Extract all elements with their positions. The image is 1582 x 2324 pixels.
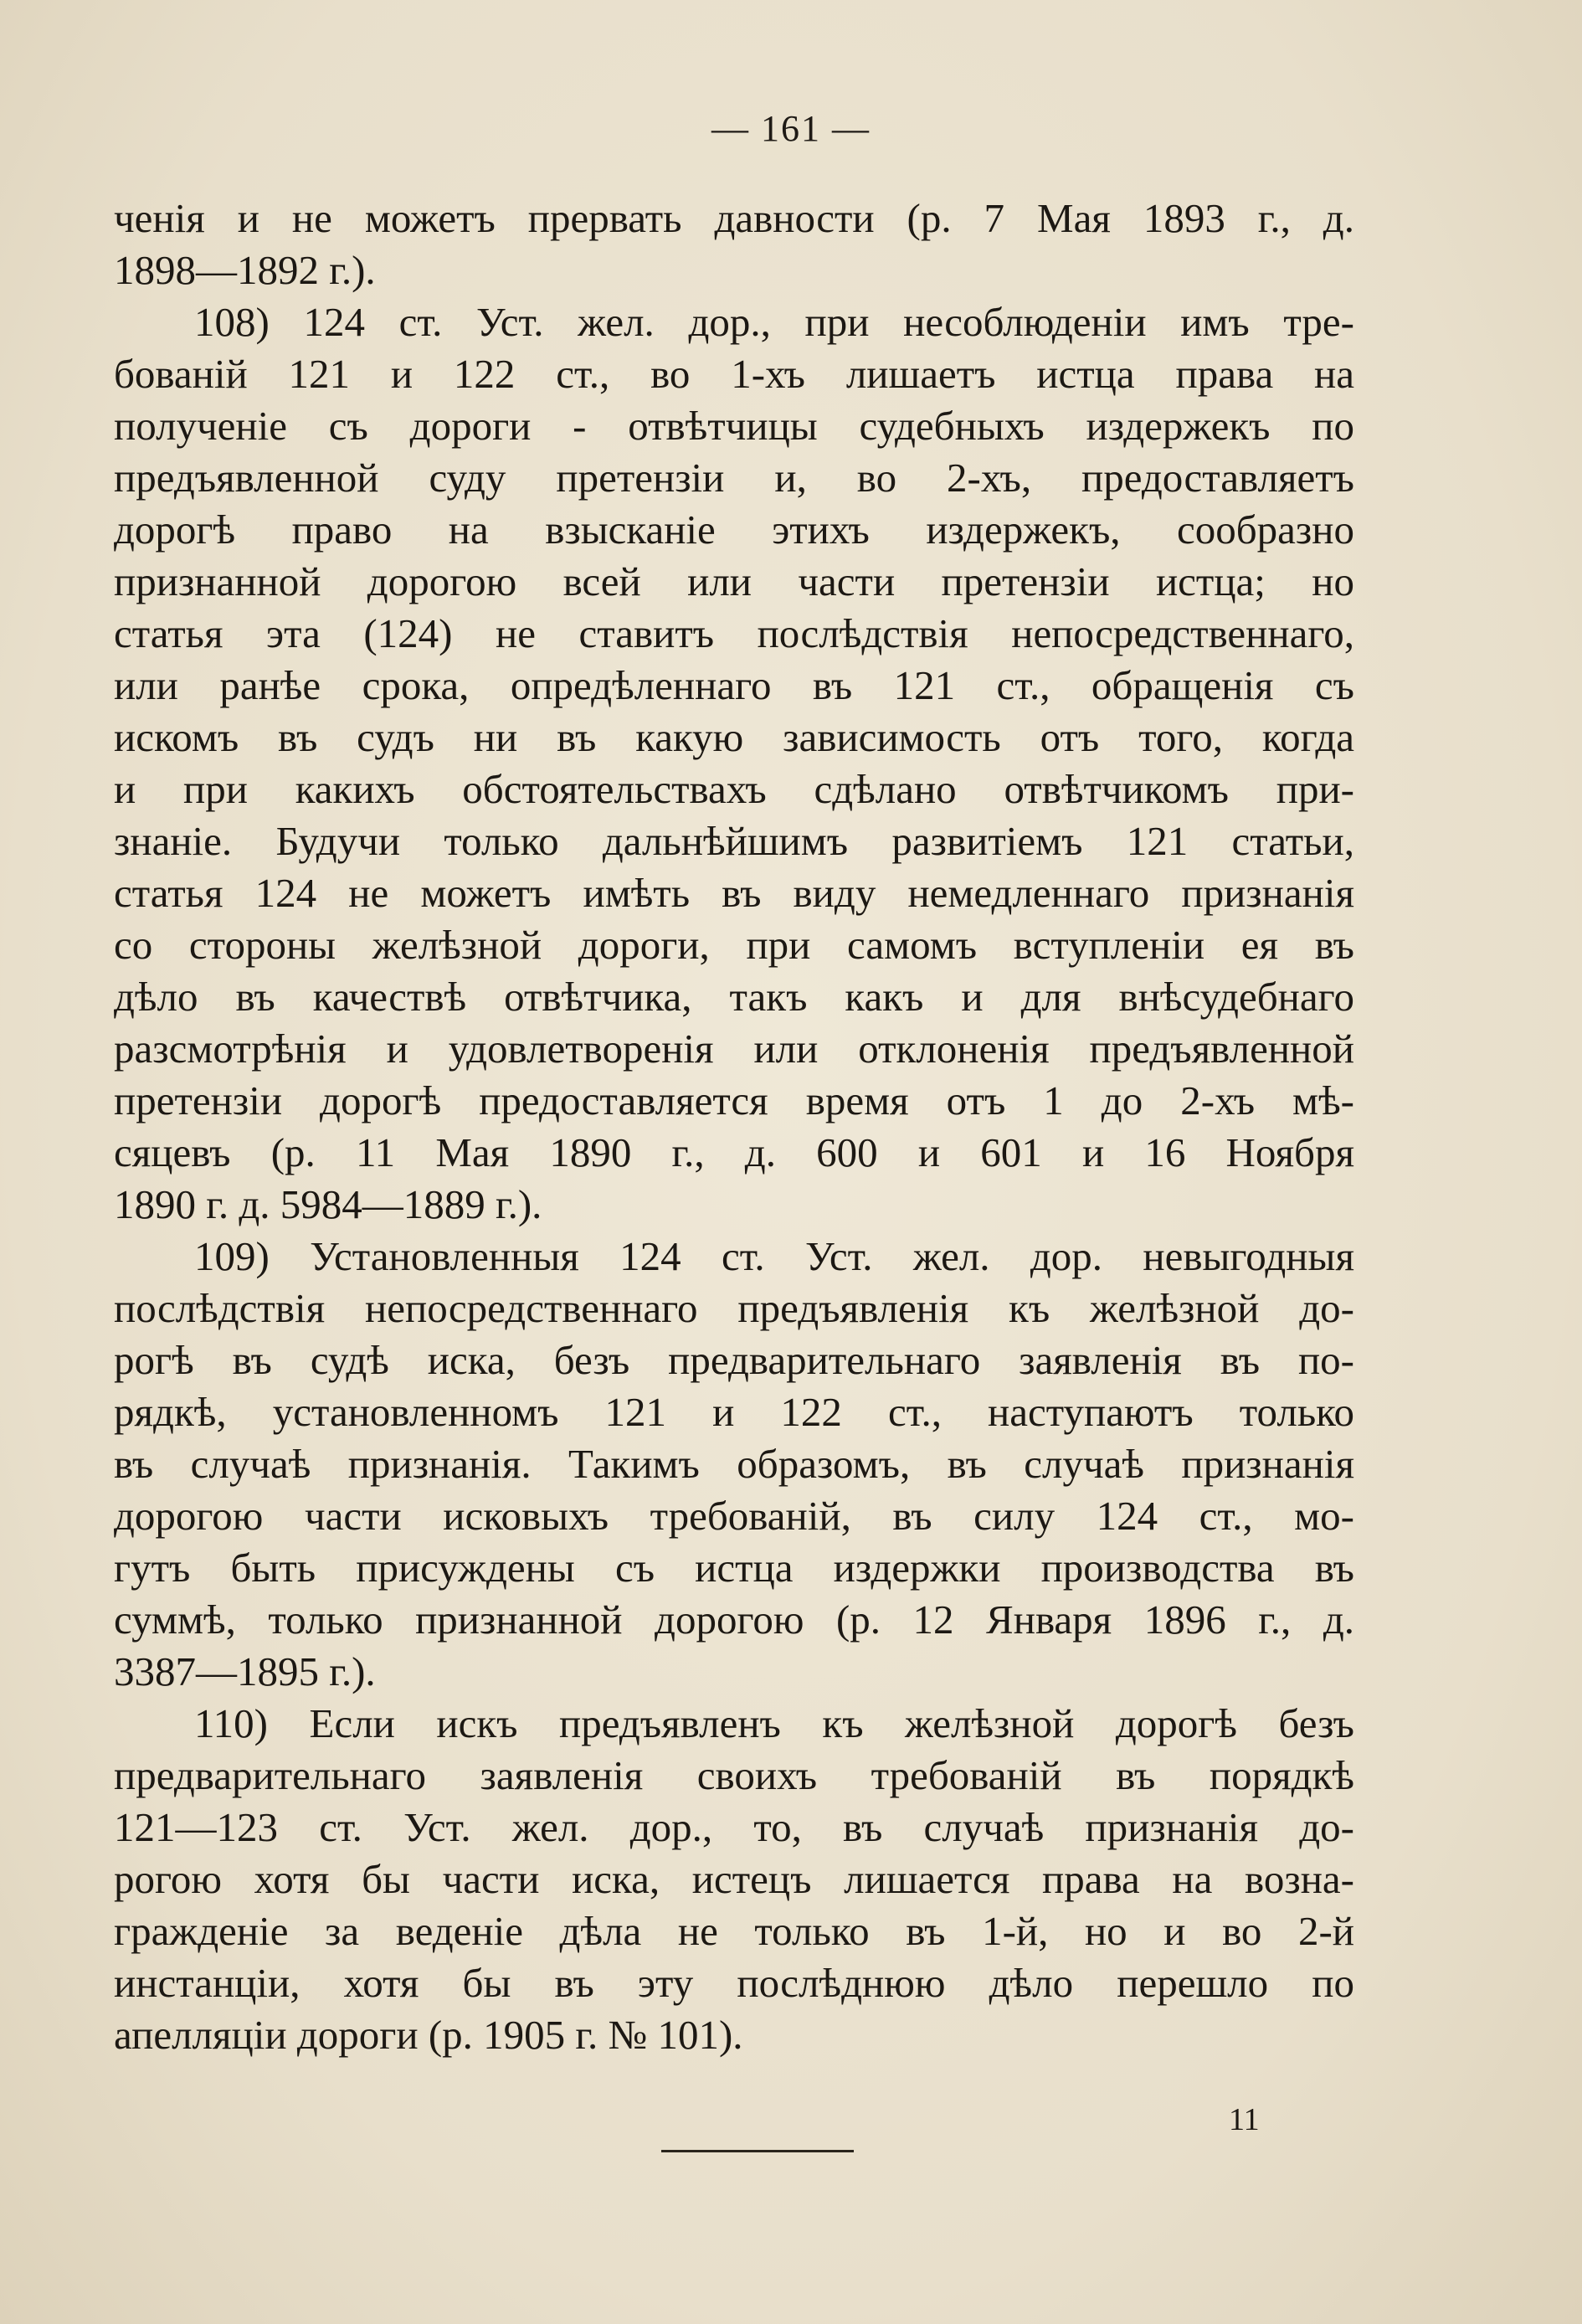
text-line: признанной дорогою всей или части претензіи истца; но <box>114 558 1354 604</box>
text-line: со стороны желѣзной дороги, при самомъ вступленіи ея въ <box>114 922 1354 968</box>
text-line: полученіе съ дороги - отвѣтчицы судебныхъ издержекъ по <box>114 403 1354 449</box>
text-line: 109) Установленныя 124 ст. Уст. жел. дор. невыгодныя <box>194 1233 1354 1279</box>
text-line: бованій 121 и 122 ст., во 1-хъ лишаетъ истца права на <box>114 351 1354 397</box>
text-line: и при какихъ обстоятельствахъ сдѣлано отвѣтчикомъ при- <box>114 766 1354 812</box>
text-line: суммѣ, только признанной дорогою (р. 12 Января 1896 г., д. <box>114 1596 1354 1643</box>
signature-mark: 11 <box>1229 2102 1260 2137</box>
text-line: предварительнаго заявленія своихъ требованій въ порядкѣ <box>114 1752 1354 1798</box>
text-line: 3387—1895 г.). <box>114 1648 376 1694</box>
text-line: 121—123 ст. Уст. жел. дор., то, въ случаѣ признанія до- <box>114 1804 1354 1850</box>
text-line: разсмотрѣнія и удовлетворенія или отклоненія предъявленной <box>114 1026 1354 1072</box>
text-line: 1898—1892 г.). <box>114 247 376 293</box>
text-line: дорогѣ право на взысканіе этихъ издержекъ, сообразно <box>114 506 1354 553</box>
text-line: послѣдствія непосредственнаго предъявленія къ желѣзной до- <box>114 1285 1354 1331</box>
text-line: рогою хотя бы части иска, истецъ лишается права на возна- <box>114 1856 1354 1902</box>
text-line: дѣло въ качествѣ отвѣтчика, такъ какъ и для внѣсудебнаго <box>114 974 1354 1020</box>
text-line: претензіи дорогѣ предоставляется время отъ 1 до 2-хъ мѣ- <box>114 1077 1354 1123</box>
text-line: рядкѣ, установленномъ 121 и 122 ст., наступаютъ только <box>114 1389 1354 1435</box>
body-text <box>114 193 1354 2061</box>
text-line: 110) Если искъ предъявленъ къ желѣзной дорогѣ безъ <box>194 1700 1354 1746</box>
text-line: дорогою части исковыхъ требованій, въ силу 124 ст., мо- <box>114 1493 1354 1539</box>
text-line: статья 124 не можетъ имѣть въ виду немедленнаго признанія <box>114 870 1354 916</box>
text-line: или ранѣе срока, опредѣленнаго въ 121 ст., обращенія съ <box>114 662 1354 708</box>
text-line: статья эта (124) не ставитъ послѣдствія непосредственнаго, <box>114 610 1354 656</box>
text-line: 108) 124 ст. Уст. жел. дор., при несоблюденіи имъ тре- <box>194 299 1354 345</box>
text-line: рогѣ въ судѣ иска, безъ предварительнаго заявленія въ по- <box>114 1337 1354 1383</box>
text-line: сяцевъ (р. 11 Мая 1890 г., д. 600 и 601 и 16 Ноября <box>114 1129 1354 1175</box>
text-line: гражденіе за веденіе дѣла не только въ 1-й, но и во 2-й <box>114 1908 1354 1954</box>
text-line: 1890 г. д. 5984—1889 г.). <box>114 1181 542 1227</box>
text-line: апелляціи дороги (р. 1905 г. № 101). <box>114 2012 743 2058</box>
footer-rule <box>661 2150 854 2152</box>
text-line: гутъ быть присуждены съ истца издержки производства въ <box>114 1545 1354 1591</box>
text-line: ченія и не можетъ прервать давности (р. 7 Мая 1893 г., д. <box>114 195 1354 241</box>
page-number: — 161 — <box>711 108 871 149</box>
text-line: знаніе. Будучи только дальнѣйшимъ развитіемъ 121 статьи, <box>114 818 1354 864</box>
text-line: искомъ въ судъ ни въ какую зависимость отъ того, когда <box>114 714 1354 760</box>
text-line: въ случаѣ признанія. Такимъ образомъ, въ случаѣ признанія <box>114 1441 1354 1487</box>
text-line: предъявленной суду претензіи и, во 2-хъ, предоставляетъ <box>114 455 1354 501</box>
text-line: инстанціи, хотя бы въ эту послѣднюю дѣло перешло по <box>114 1960 1354 2006</box>
